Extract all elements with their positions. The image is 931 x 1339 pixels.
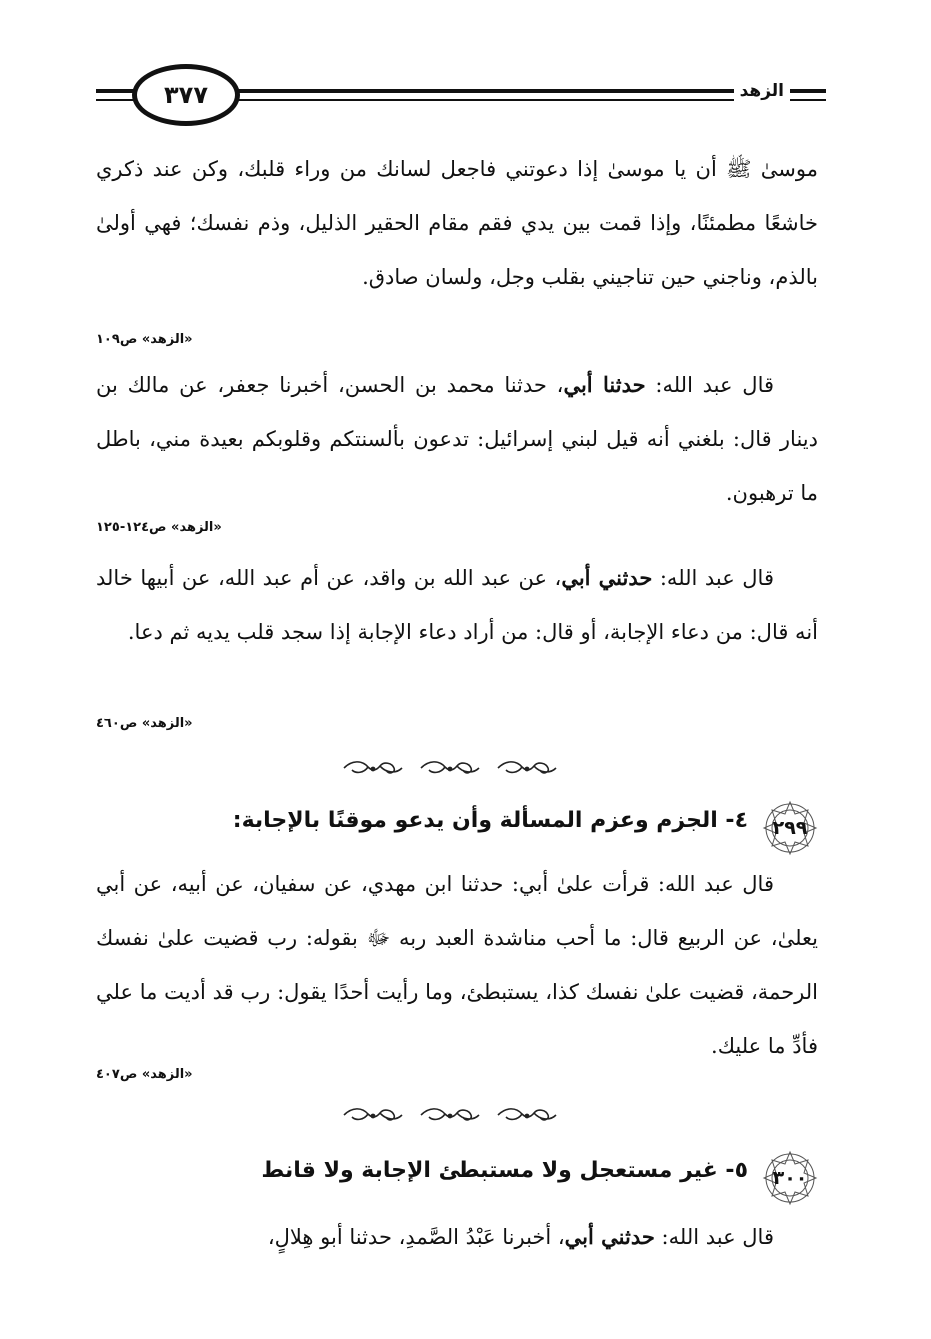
paragraph-2 [96, 358, 818, 520]
paragraph-3-rest: ، عن عبد الله بن واقد، عن أم عبد الله، عن أبيها خالد أنه قال: من دعاء الإجابة، أو قال: من أراد دعاء الإجابة إذا سجد قلب يديه ثم دعا. [96, 566, 818, 644]
section-divider-ornament [340, 1106, 560, 1124]
paragraph-2-lead: قال عبد الله: [645, 373, 775, 397]
reference-4: «الزهد» ص٤٠٧ [96, 1067, 193, 1082]
paragraph-5-lead: قال عبد الله: [654, 1225, 774, 1249]
paragraph-3-bold: حدثني أبي [561, 565, 653, 590]
paragraph-5 [96, 1210, 818, 1264]
paragraph-5-bold: حدثني أبي [564, 1224, 655, 1249]
header-rule-left-thin [96, 99, 136, 101]
ornament-flourish-icon [417, 759, 483, 777]
ornament-flourish-icon [494, 1106, 560, 1124]
section-number: ٢٩٩ [772, 817, 808, 839]
section-divider-ornament [340, 759, 560, 777]
page-number: ٣٧٧ [132, 64, 240, 126]
page-header [96, 62, 826, 132]
paragraph-1: موسىٰ ﷺ أن يا موسىٰ إذا دعوتني فاجعل لسانك من وراء قلبك، وكن عند ذكري خاشعًا مطمئنًا، وإذا قمت بين يدي فقم مقام الحقير الذليل، وذم نفسك؛ فهي أولىٰ بالذم، وناجني حين تناجيني بقلب وجل، ولسان صادق. [96, 157, 818, 289]
paragraph-5-rest: ، أخبرنا عَبْدُ الصَّمدِ، حدثنا أبو هِلالٍ، [267, 1225, 565, 1249]
ornament-flourish-icon [417, 1106, 483, 1124]
paragraph-2-rest: ، حدثنا محمد بن الحسن، أخبرنا جعفر، عن مالك بن دينار قال: بلغني أنه قيل لبني إسرائيل: تدعون بألسنتكم وقلوبكم بعيدة مني، باطل ما ترهبون. [96, 373, 818, 505]
ornament-flourish-icon [340, 759, 406, 777]
ornament-flourish-icon [340, 1106, 406, 1124]
reference-2: «الزهد» ص١٢٤-١٢٥ [96, 520, 222, 535]
paragraph-3-lead: قال عبد الله: [652, 566, 774, 590]
reference-1: «الزهد» ص١٠٩ [96, 332, 193, 347]
section-heading-text: ٤- الجزم وعزم المسألة وأن يدعو موقنًا بالإجابة: [232, 808, 748, 833]
running-title: الزهد [734, 81, 790, 101]
paragraph-3 [96, 551, 818, 659]
paragraph-4: قال عبد الله: قرأت علىٰ أبي: حدثنا ابن مهدي، عن سفيان، عن أبيه، عن أبي يعلىٰ، عن الربيع قال: ما أحب مناشدة العبد ربه ﷻ بقوله: رب قضيت علىٰ نفسك الرحمة، قضيت علىٰ نفسك كذا، يستبطئ، وما رأيت أحدًا يقول: رب قد أديت ما علي فأدِّ ما عليك. [96, 872, 818, 1058]
section-number: ٣٠٠ [772, 1167, 808, 1189]
section-heading-300 [96, 1150, 818, 1206]
section-heading-text: ٥- غير مستعجل ولا مستبطئ الإجابة ولا قانط [261, 1158, 748, 1183]
reference-3: «الزهد» ص٤٦٠ [96, 716, 193, 731]
header-rule-left [96, 89, 136, 93]
ornament-flourish-icon [494, 759, 560, 777]
paragraph-2-bold: حدثنا أبي [563, 372, 646, 397]
section-heading-299 [96, 800, 818, 856]
